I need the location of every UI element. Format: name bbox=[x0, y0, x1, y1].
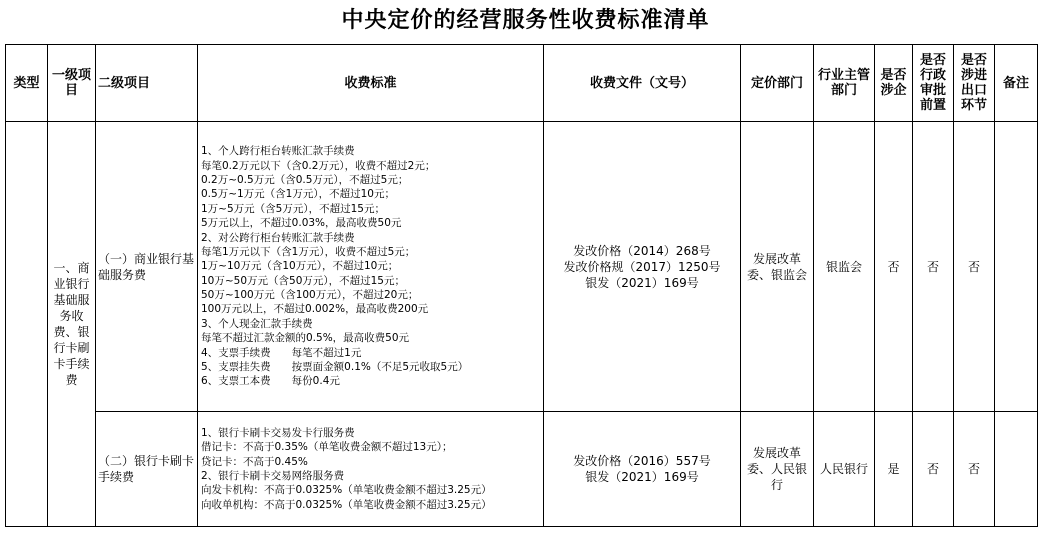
document-line: 发改价格规（2017）1250号 bbox=[563, 259, 721, 274]
standard-line: 4、支票手续费 每笔不超过1元 bbox=[201, 346, 362, 359]
type-cell bbox=[6, 122, 48, 527]
header-document: 收费文件（文号） bbox=[544, 45, 741, 122]
import-export-cell: 否 bbox=[954, 412, 995, 527]
header-type: 类型 bbox=[6, 45, 48, 122]
standard-line: 每笔1万元以下（含1万元），收费不超过5元； bbox=[201, 245, 416, 258]
standard-line: 向发卡机构：不高于0.0325%（单笔收费金额不超过3.25元） bbox=[201, 484, 492, 497]
header-standard: 收费标准 bbox=[198, 45, 544, 122]
standard-line: 贷记卡：不高于0.45% bbox=[201, 455, 308, 468]
standard-line: 2、银行卡刷卡交易网络服务费 bbox=[201, 470, 345, 482]
standard-line: 每笔不超过汇款金额的0.5%，最高收费50元 bbox=[201, 332, 410, 345]
pricing-dept-cell: 发展改革委、银监会 bbox=[741, 122, 814, 412]
header-level2: 二级项目 bbox=[96, 45, 198, 122]
standard-line: 1、银行卡刷卡交易发卡行服务费 bbox=[201, 426, 355, 439]
standard-line: 1、个人跨行柜台转账汇款手续费 bbox=[201, 145, 355, 158]
standard-cell bbox=[198, 122, 544, 412]
standard-line: 1万~10万元（含10万元），不超过10元； bbox=[201, 260, 399, 273]
industry-dept-cell: 人民银行 bbox=[814, 412, 875, 527]
fee-table bbox=[5, 44, 1038, 527]
admin-approval-cell: 否 bbox=[913, 412, 954, 527]
header-industry-dept: 行业主管部门 bbox=[814, 45, 875, 122]
standard-line: 0.2万~0.5万元（含0.5万元），不超过5元； bbox=[201, 173, 409, 186]
industry-dept-cell: 银监会 bbox=[814, 122, 875, 412]
level1-cell: 一、商业银行基础服务收费、银行卡刷卡手续费 bbox=[48, 122, 96, 527]
header-level1: 一级项目 bbox=[48, 45, 96, 122]
standard-line: 0.5万~1万元（含1万元），不超过10元； bbox=[201, 188, 395, 201]
standard-line: 借记卡：不高于0.35%（单笔收费金额不超过13元）； bbox=[201, 441, 453, 454]
standard-line: 6、支票工本费 每份0.4元 bbox=[201, 375, 340, 388]
remarks-cell bbox=[995, 412, 1038, 527]
involves-enterprise-cell: 是 bbox=[875, 412, 913, 527]
standard-line: 1万~5万元（含5万元），不超过15元； bbox=[201, 202, 385, 215]
standard-line: 3、个人现金汇款手续费 bbox=[201, 317, 313, 330]
standard-line: 10万~50万元（含50万元），不超过15元； bbox=[201, 274, 405, 287]
standard-line: 2、对公跨行柜台转账汇款手续费 bbox=[201, 231, 355, 244]
page-title: 中央定价的经营服务性收费标准清单 bbox=[341, 8, 710, 33]
pricing-dept-cell: 发展改革委、人民银行 bbox=[741, 412, 814, 527]
header-pricing-dept: 定价部门 bbox=[741, 45, 814, 122]
header-row bbox=[6, 45, 1038, 122]
level2-cell: （二）银行卡刷卡手续费 bbox=[96, 412, 198, 527]
header-involves-enterprise: 是否涉企 bbox=[875, 45, 913, 122]
involves-enterprise-cell: 否 bbox=[875, 122, 913, 412]
table-row bbox=[6, 412, 1038, 527]
document-line: 发改价格（2014）268号 bbox=[573, 243, 711, 258]
standard-line: 5、支票挂失费 按票面金额0.1%（不足5元收取5元） bbox=[201, 361, 469, 374]
document-line: 发改价格（2016）557号 bbox=[573, 454, 711, 468]
standard-line: 向收单机构：不高于0.0325%（单笔收费金额不超过3.25元） bbox=[201, 498, 492, 511]
standard-line: 5万元以上，不超过0.03%，最高收费50元 bbox=[201, 217, 402, 230]
standard-line: 50万~100万元（含100万元），不超过20元； bbox=[201, 289, 419, 302]
remarks-cell bbox=[995, 122, 1038, 412]
standard-cell bbox=[198, 412, 544, 527]
level2-cell: （一）商业银行基础服务费 bbox=[96, 122, 198, 412]
header-import-export: 是否涉进出口环节 bbox=[954, 45, 995, 122]
import-export-cell: 否 bbox=[954, 122, 995, 412]
table-row bbox=[6, 122, 1038, 412]
header-remarks: 备注 bbox=[995, 45, 1038, 122]
document-cell bbox=[544, 412, 741, 527]
document-line: 银发（2021）169号 bbox=[585, 470, 699, 484]
header-admin-approval: 是否行政审批前置 bbox=[913, 45, 954, 122]
standard-line: 100万元以上，不超过0.002%，最高收费200元 bbox=[201, 303, 429, 316]
standard-line: 每笔0.2万元以下（含0.2万元），收费不超过2元； bbox=[201, 159, 436, 172]
document-cell bbox=[544, 122, 741, 412]
admin-approval-cell: 否 bbox=[913, 122, 954, 412]
document-line: 银发（2021）169号 bbox=[585, 275, 699, 290]
